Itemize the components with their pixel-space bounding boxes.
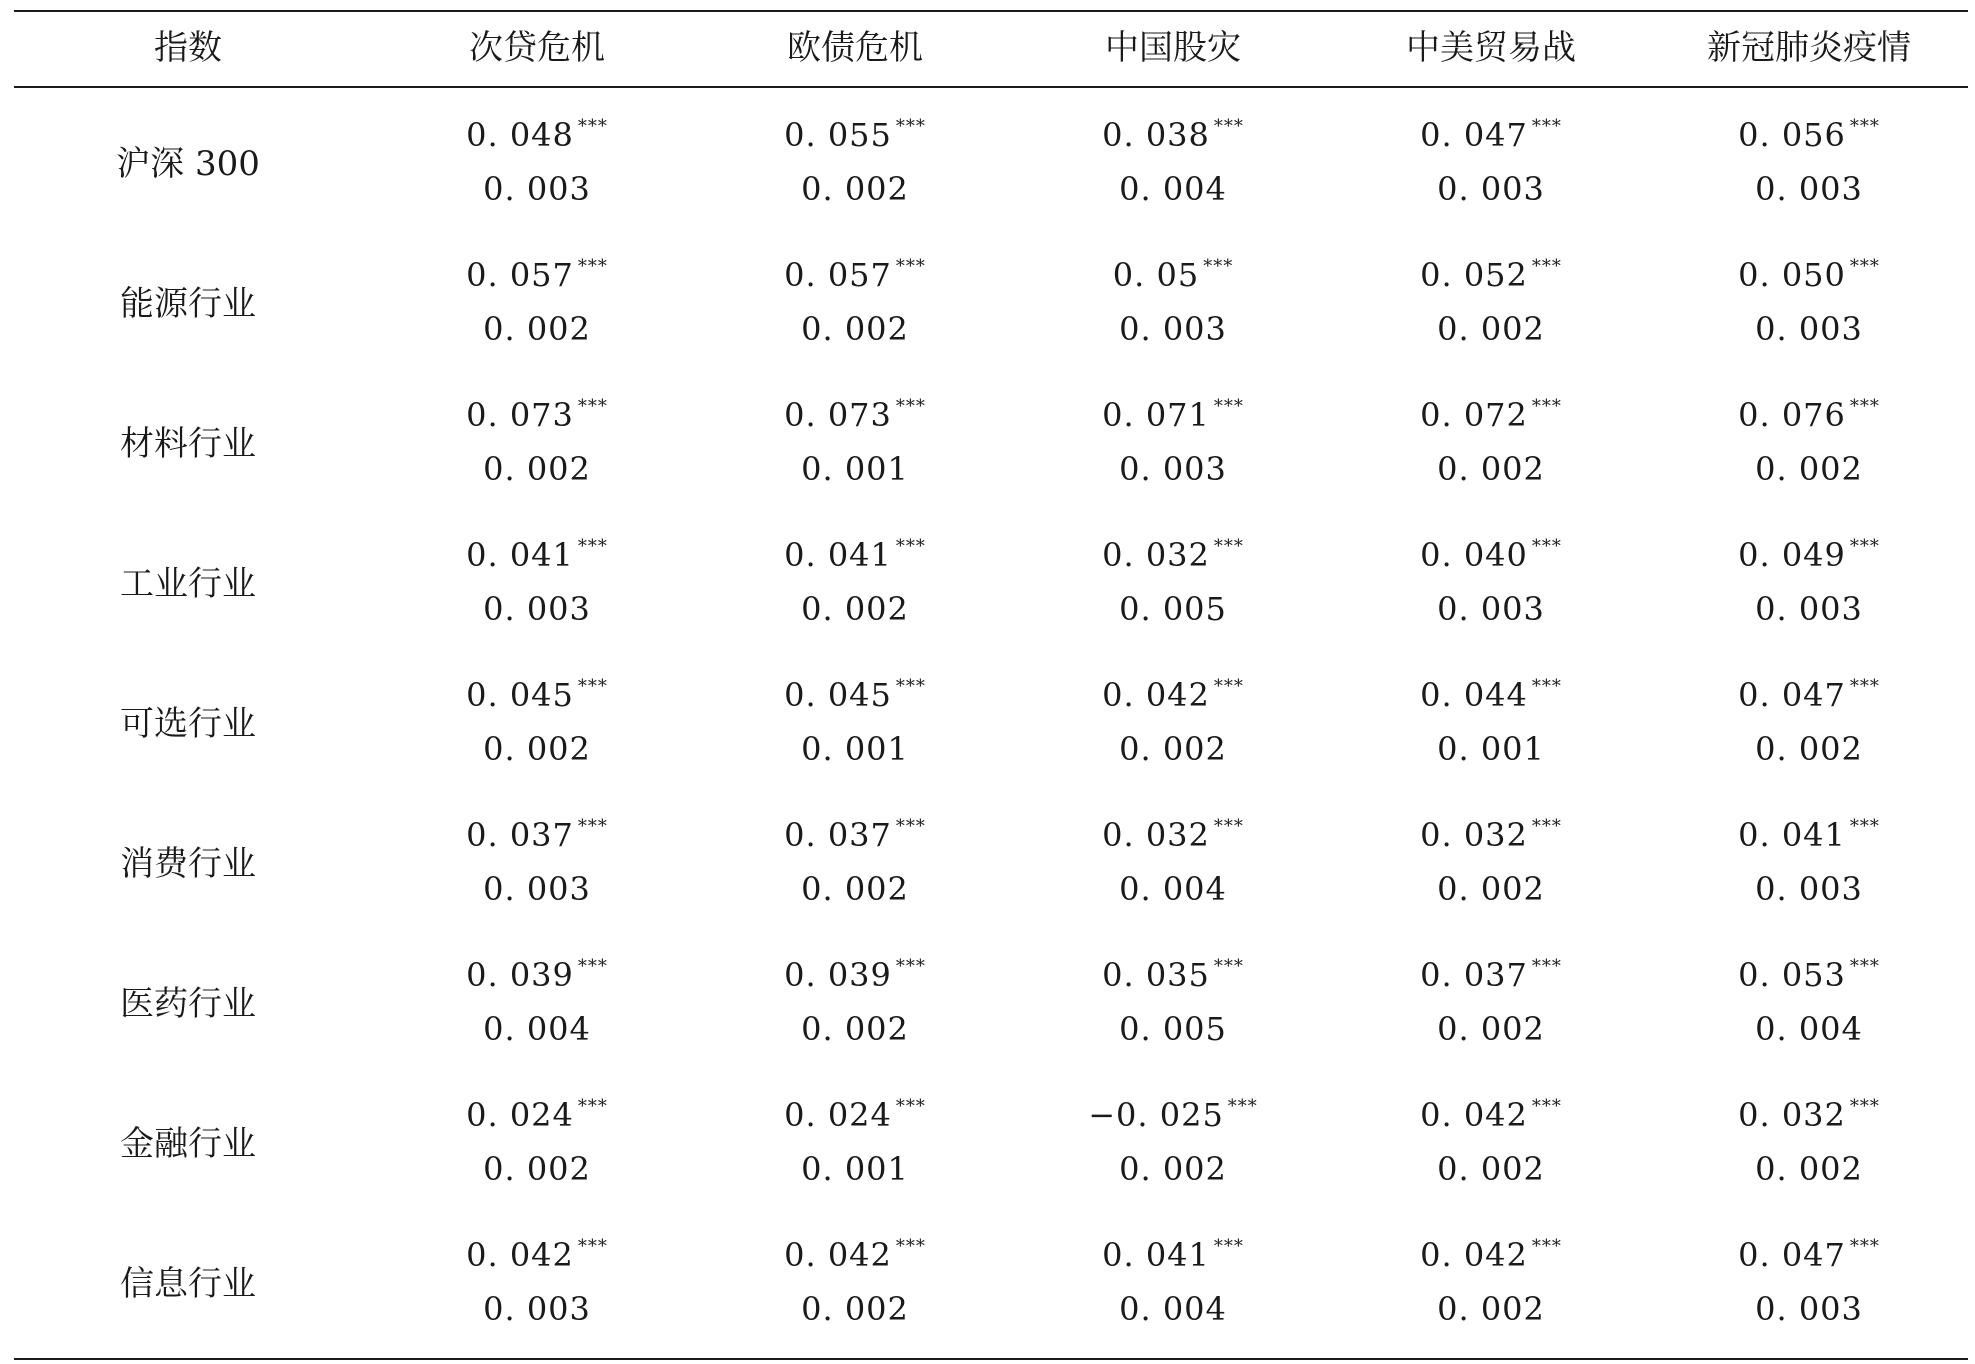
coefficient-value: 0. 073	[466, 396, 574, 434]
coefficient-value: 0. 053	[1738, 956, 1846, 994]
significance-stars: ***	[895, 1236, 926, 1257]
table-cell	[696, 794, 1014, 934]
coefficient	[1014, 954, 1332, 996]
standard-error: 0. 002	[801, 170, 909, 208]
coefficient	[1332, 114, 1650, 156]
table-cell	[1014, 514, 1332, 654]
coefficient	[1332, 394, 1650, 436]
table-cell	[378, 1074, 696, 1214]
significance-stars: ***	[577, 256, 608, 277]
coefficient-value: 0. 024	[466, 1096, 574, 1134]
coefficient-value: 0. 057	[784, 256, 892, 294]
standard-error: 0. 003	[483, 1290, 591, 1328]
coefficient	[1650, 394, 1968, 436]
standard-error: 0. 002	[1119, 1150, 1227, 1188]
table-cell	[696, 374, 1014, 514]
standard-error: 0. 002	[801, 1290, 909, 1328]
row-label: 可选行业	[120, 704, 256, 744]
header-index: 指数	[154, 28, 222, 68]
coefficient	[378, 534, 696, 576]
significance-stars: ***	[895, 1096, 926, 1117]
table-cell	[378, 794, 696, 934]
table-cell	[696, 514, 1014, 654]
coefficient-value: 0. 050	[1738, 256, 1846, 294]
coefficient	[1650, 1234, 1968, 1276]
coefficient-value: 0. 037	[466, 816, 574, 854]
table-cell	[696, 654, 1014, 794]
coefficient-value: 0. 039	[466, 956, 574, 994]
coefficient	[1332, 954, 1650, 996]
standard-error: 0. 003	[1755, 1290, 1863, 1328]
coefficient-value: 0. 032	[1102, 536, 1210, 574]
coefficient-value: 0. 057	[466, 256, 574, 294]
table-cell	[378, 234, 696, 374]
row-label: 金融行业	[120, 1124, 256, 1164]
standard-error: 0. 003	[1755, 870, 1863, 908]
coefficient	[378, 1234, 696, 1276]
coefficient-value: 0. 024	[784, 1096, 892, 1134]
table-cell	[1650, 794, 1968, 934]
coefficient	[1650, 1094, 1968, 1136]
significance-stars: ***	[577, 956, 608, 977]
coefficient-value: 0. 073	[784, 396, 892, 434]
significance-stars: ***	[577, 676, 608, 697]
standard-error: 0. 002	[1437, 310, 1545, 348]
table-cell	[1332, 654, 1650, 794]
coefficient-value: 0. 076	[1738, 396, 1846, 434]
table-cell	[1014, 934, 1332, 1074]
coefficient	[1332, 534, 1650, 576]
significance-stars: ***	[895, 396, 926, 417]
coefficient-value: 0. 035	[1102, 956, 1210, 994]
standard-error: 0. 002	[1437, 1290, 1545, 1328]
significance-stars: ***	[577, 536, 608, 557]
coefficient-value: 0. 041	[1102, 1236, 1210, 1274]
table-row	[14, 234, 1968, 374]
coefficient	[696, 814, 1014, 856]
significance-stars: ***	[895, 116, 926, 137]
table-cell	[1014, 794, 1332, 934]
coefficient	[1650, 814, 1968, 856]
significance-stars: ***	[895, 956, 926, 977]
standard-error: 0. 004	[1119, 170, 1227, 208]
coefficient-value: 0. 039	[784, 956, 892, 994]
coefficient-value: 0. 041	[466, 536, 574, 574]
table-cell	[1650, 94, 1968, 234]
table-cell	[1332, 374, 1650, 514]
significance-stars: ***	[1531, 1096, 1562, 1117]
coefficient	[378, 114, 696, 156]
coefficient-value: 0. 041	[1738, 816, 1846, 854]
table-cell	[696, 934, 1014, 1074]
coefficient-value: 0. 045	[784, 676, 892, 714]
coefficient	[378, 1094, 696, 1136]
coefficient	[1332, 674, 1650, 716]
standard-error: 0. 003	[483, 170, 591, 208]
coefficient	[1650, 674, 1968, 716]
significance-stars: ***	[1203, 256, 1234, 277]
significance-stars: ***	[1849, 1096, 1880, 1117]
coefficient	[1332, 814, 1650, 856]
significance-stars: ***	[1531, 396, 1562, 417]
significance-stars: ***	[895, 536, 926, 557]
coefficient	[1014, 1234, 1332, 1276]
standard-error: 0. 002	[483, 730, 591, 768]
standard-error: 0. 003	[1437, 170, 1545, 208]
significance-stars: ***	[1213, 956, 1244, 977]
coefficient-value: 0. 048	[466, 116, 574, 154]
header-covid: 新冠肺炎疫情	[1707, 28, 1911, 68]
table-row	[14, 1074, 1968, 1214]
standard-error: 0. 002	[801, 590, 909, 628]
coefficient	[696, 954, 1014, 996]
standard-error: 0. 001	[801, 730, 909, 768]
coefficient-value: 0. 037	[1420, 956, 1528, 994]
significance-stars: ***	[1213, 1236, 1244, 1257]
standard-error: 0. 004	[1119, 870, 1227, 908]
coefficient	[1332, 1234, 1650, 1276]
row-label: 沪深 300	[116, 144, 260, 184]
coefficient-value: 0. 042	[1102, 676, 1210, 714]
table-row	[14, 1214, 1968, 1354]
coefficient	[378, 674, 696, 716]
coefficient	[1014, 394, 1332, 436]
coefficient	[1014, 674, 1332, 716]
standard-error: 0. 002	[1755, 1150, 1863, 1188]
significance-stars: ***	[1849, 536, 1880, 557]
coefficient	[696, 394, 1014, 436]
coefficient-value: 0. 038	[1102, 116, 1210, 154]
standard-error: 0. 002	[801, 870, 909, 908]
significance-stars: ***	[1849, 396, 1880, 417]
header-china-stock-crash: 中国股灾	[1105, 28, 1241, 68]
header-subprime-crisis: 次贷危机	[469, 28, 605, 68]
table-cell	[1332, 234, 1650, 374]
table-row	[14, 514, 1968, 654]
table-cell	[378, 514, 696, 654]
standard-error: 0. 002	[1755, 730, 1863, 768]
significance-stars: ***	[1213, 396, 1244, 417]
standard-error: 0. 005	[1119, 1010, 1227, 1048]
coefficient-value: 0. 047	[1420, 116, 1528, 154]
row-label: 能源行业	[120, 284, 256, 324]
table-cell	[378, 934, 696, 1074]
standard-error: 0. 003	[1119, 310, 1227, 348]
header-row	[14, 10, 1968, 86]
coefficient-value: 0. 032	[1420, 816, 1528, 854]
significance-stars: ***	[1213, 536, 1244, 557]
coefficient	[696, 1234, 1014, 1276]
coefficient-value: 0. 049	[1738, 536, 1846, 574]
significance-stars: ***	[1849, 816, 1880, 837]
table-cell	[1014, 654, 1332, 794]
significance-stars: ***	[1849, 1236, 1880, 1257]
table-cell	[1650, 934, 1968, 1074]
table-cell	[1014, 234, 1332, 374]
significance-stars: ***	[577, 396, 608, 417]
coefficient-value: 0. 032	[1738, 1096, 1846, 1134]
coefficient-value: 0. 041	[784, 536, 892, 574]
row-label: 医药行业	[120, 984, 256, 1024]
row-label: 消费行业	[120, 844, 256, 884]
table-cell	[378, 1214, 696, 1354]
significance-stars: ***	[895, 676, 926, 697]
table-cell	[1332, 514, 1650, 654]
table-cell	[1332, 1214, 1650, 1354]
coefficient-value: 0. 071	[1102, 396, 1210, 434]
coefficient	[1650, 114, 1968, 156]
coefficient	[1014, 1094, 1332, 1136]
coefficient	[1650, 254, 1968, 296]
standard-error: 0. 001	[801, 450, 909, 488]
coefficient-value: 0. 032	[1102, 816, 1210, 854]
significance-stars: ***	[1213, 116, 1244, 137]
standard-error: 0. 005	[1119, 590, 1227, 628]
coefficient-value: 0. 044	[1420, 676, 1528, 714]
coefficient	[696, 114, 1014, 156]
table-row	[14, 654, 1968, 794]
coefficient	[378, 254, 696, 296]
significance-stars: ***	[577, 1096, 608, 1117]
standard-error: 0. 002	[1437, 1150, 1545, 1188]
standard-error: 0. 002	[1755, 450, 1863, 488]
coefficient-value: 0. 040	[1420, 536, 1528, 574]
table-cell	[1650, 654, 1968, 794]
standard-error: 0. 004	[483, 1010, 591, 1048]
significance-stars: ***	[1531, 256, 1562, 277]
table-cell	[378, 94, 696, 234]
standard-error: 0. 003	[1119, 450, 1227, 488]
standard-error: 0. 002	[1437, 870, 1545, 908]
standard-error: 0. 003	[1755, 590, 1863, 628]
bottom-rule	[14, 1358, 1968, 1360]
standard-error: 0. 003	[1437, 590, 1545, 628]
significance-stars: ***	[1213, 676, 1244, 697]
standard-error: 0. 004	[1755, 1010, 1863, 1048]
table-cell	[1332, 1074, 1650, 1214]
significance-stars: ***	[577, 816, 608, 837]
coefficient-value: 0. 052	[1420, 256, 1528, 294]
table-cell	[1014, 1074, 1332, 1214]
significance-stars: ***	[1849, 956, 1880, 977]
table-cell	[1650, 1074, 1968, 1214]
table-row	[14, 934, 1968, 1074]
standard-error: 0. 003	[483, 590, 591, 628]
table-cell	[1014, 1214, 1332, 1354]
table-cell	[1332, 94, 1650, 234]
coefficient-value: 0. 047	[1738, 1236, 1846, 1274]
standard-error: 0. 002	[801, 1010, 909, 1048]
coefficient	[378, 814, 696, 856]
header-trade-war: 中美贸易战	[1406, 28, 1576, 68]
header-euro-debt-crisis: 欧债危机	[787, 28, 923, 68]
table-cell	[378, 374, 696, 514]
coefficient	[1332, 254, 1650, 296]
coefficient-value: 0. 056	[1738, 116, 1846, 154]
table-cell	[1650, 374, 1968, 514]
significance-stars: ***	[1849, 256, 1880, 277]
table-cell	[1332, 934, 1650, 1074]
coefficient-value: 0. 037	[784, 816, 892, 854]
table-cell	[1650, 1214, 1968, 1354]
coefficient-value: 0. 042	[1420, 1096, 1528, 1134]
coefficient-value: 0. 042	[466, 1236, 574, 1274]
coefficient	[696, 254, 1014, 296]
table-cell	[1014, 374, 1332, 514]
coefficient	[1014, 534, 1332, 576]
coefficient	[1650, 954, 1968, 996]
standard-error: 0. 002	[483, 310, 591, 348]
standard-error: 0. 001	[1437, 730, 1545, 768]
table-row	[14, 794, 1968, 934]
coefficient-value: 0. 072	[1420, 396, 1528, 434]
significance-stars: ***	[1531, 676, 1562, 697]
table-cell	[1650, 234, 1968, 374]
table-cell	[1014, 94, 1332, 234]
significance-stars: ***	[1531, 116, 1562, 137]
significance-stars: ***	[1213, 816, 1244, 837]
coefficient	[696, 674, 1014, 716]
table-cell	[1332, 794, 1650, 934]
standard-error: 0. 002	[1437, 450, 1545, 488]
coefficient	[696, 534, 1014, 576]
table-cell	[1650, 514, 1968, 654]
coefficient	[1332, 1094, 1650, 1136]
coefficient-value: 0. 042	[1420, 1236, 1528, 1274]
significance-stars: ***	[1531, 956, 1562, 977]
table-cell	[696, 1214, 1014, 1354]
coefficient	[1650, 534, 1968, 576]
significance-stars: ***	[1531, 1236, 1562, 1257]
table-row	[14, 94, 1968, 234]
significance-stars: ***	[1531, 816, 1562, 837]
coefficient-value: 0. 047	[1738, 676, 1846, 714]
table-cell	[378, 654, 696, 794]
coefficient	[1014, 114, 1332, 156]
coefficient	[1014, 254, 1332, 296]
significance-stars: ***	[895, 816, 926, 837]
significance-stars: ***	[577, 1236, 608, 1257]
coefficient-value: 0. 042	[784, 1236, 892, 1274]
significance-stars: ***	[1849, 676, 1880, 697]
coefficient-value: 0. 055	[784, 116, 892, 154]
coefficient	[1014, 814, 1332, 856]
row-label: 信息行业	[120, 1264, 256, 1304]
table-cell	[696, 1074, 1014, 1214]
coefficient-value: 0. 045	[466, 676, 574, 714]
coefficient-value: 0. 05	[1112, 256, 1200, 294]
significance-stars: ***	[577, 116, 608, 137]
significance-stars: ***	[1531, 536, 1562, 557]
standard-error: 0. 002	[1119, 730, 1227, 768]
significance-stars: ***	[895, 256, 926, 277]
coefficient	[696, 1094, 1014, 1136]
coefficient	[378, 954, 696, 996]
standard-error: 0. 003	[1755, 170, 1863, 208]
table-row	[14, 374, 1968, 514]
standard-error: 0. 001	[801, 1150, 909, 1188]
significance-stars: ***	[1849, 116, 1880, 137]
table-cell	[696, 94, 1014, 234]
coefficient-value: −0. 025	[1088, 1096, 1224, 1134]
standard-error: 0. 003	[1755, 310, 1863, 348]
header-rule	[14, 86, 1968, 88]
significance-stars: ***	[1227, 1096, 1258, 1117]
standard-error: 0. 002	[483, 450, 591, 488]
standard-error: 0. 003	[483, 870, 591, 908]
standard-error: 0. 002	[1437, 1010, 1545, 1048]
row-label: 材料行业	[120, 424, 256, 464]
coefficient	[378, 394, 696, 436]
row-label: 工业行业	[120, 564, 256, 604]
table-cell	[696, 234, 1014, 374]
standard-error: 0. 002	[483, 1150, 591, 1188]
standard-error: 0. 004	[1119, 1290, 1227, 1328]
standard-error: 0. 002	[801, 310, 909, 348]
